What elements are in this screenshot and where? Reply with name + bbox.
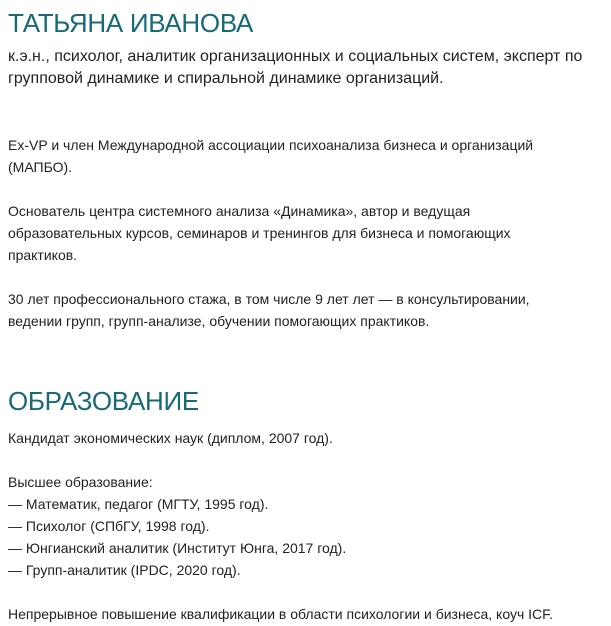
- higher-education-list: [8, 471, 598, 581]
- education-item: — Математик, педагог (МГТУ, 1995 год).: [8, 496, 269, 512]
- profile-name: ТАТЬЯНА ИВАНОВА: [8, 8, 254, 38]
- education-item: — Групп-аналитик (IPDC, 2020 год).: [8, 562, 241, 578]
- higher-education-label: Высшее образование:: [8, 474, 153, 490]
- bio-paragraph-membership: Ex-VP и член Международной ассоциации психоанализа бизнеса и организаций (МАПБО).: [8, 137, 534, 175]
- bio-paragraph-experience: 30 лет профессионального стажа, в том числе 9 лет лет — в консультировании, ведении групп, групп-анализе, обучении помогающих практиков.: [8, 291, 530, 329]
- continuing-education: Непрерывное повышение квалификации в области психологии и бизнеса, коуч ICF.: [8, 606, 554, 622]
- profile-subtitle: к.э.н., психолог, аналитик организационных и социальных систем, эксперт по групповой динамике и спиральной динамике организаций.: [8, 48, 583, 87]
- education-title: ОБРАЗОВАНИЕ: [8, 386, 199, 416]
- education-degree: Кандидат экономических наук (диплом, 2007 год).: [8, 430, 333, 446]
- bio-paragraph-founder: Основатель центра системного анализа «Динамика», автор и ведущая образовательных курсов, семинаров и тренингов для бизнеса и помогающих практиков.: [8, 203, 511, 263]
- education-item: — Юнгианский аналитик (Институт Юнга, 2017 год).: [8, 540, 347, 556]
- education-item: — Психолог (СПбГУ, 1998 год).: [8, 518, 210, 534]
